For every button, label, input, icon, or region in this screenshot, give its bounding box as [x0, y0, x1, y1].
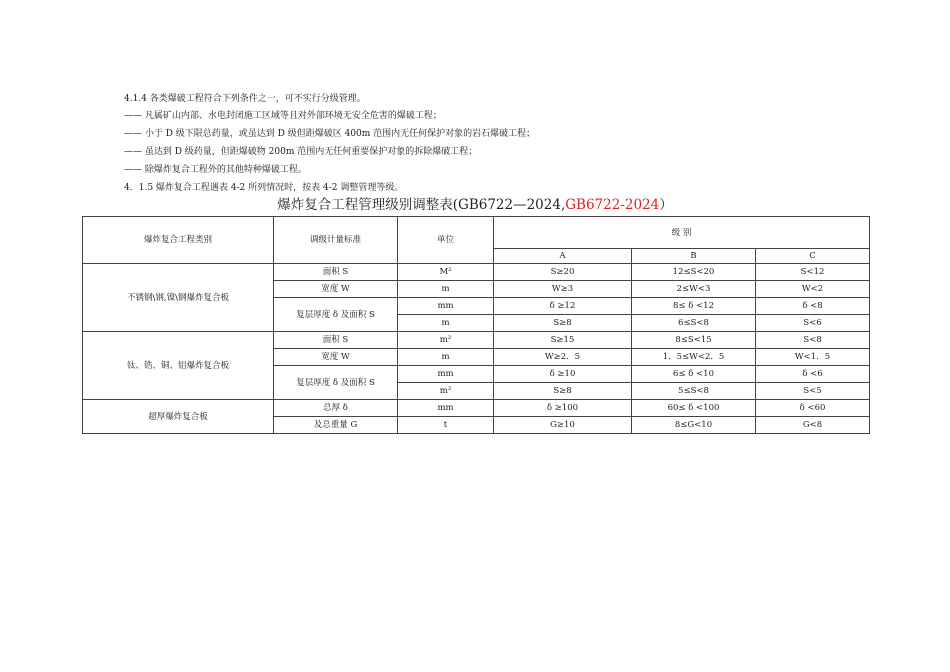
- paragraph-6: 4．1.5 爆炸复合工程遇表 4-2 所列情况时，按表 4-2 调整管理等级。: [124, 183, 404, 193]
- cell-c: δ <60: [756, 400, 870, 417]
- unit-text: M²: [439, 267, 452, 277]
- header-category: 爆炸复合工程类别: [83, 217, 274, 264]
- group-name: 超厚爆炸复合板: [83, 400, 274, 434]
- cell-a: G≥10: [494, 417, 632, 434]
- cell-b: 8≤G<10: [632, 417, 756, 434]
- row-standard: 复层厚度 δ 及面积 S: [274, 366, 398, 400]
- cell-a: δ ≥100: [494, 400, 632, 417]
- header-level: 级 别: [494, 217, 870, 249]
- table-row: [83, 400, 870, 417]
- table-title-close: ）: [659, 197, 673, 213]
- row-standard: 宽度 W: [274, 281, 398, 298]
- cell-b: 12≤S<20: [632, 264, 756, 281]
- table-title: [0, 196, 950, 214]
- cell-c: W<1．5: [756, 349, 870, 366]
- paragraph-2: —— 凡属矿山内部、水电封闭施工区域等且对外部环境无安全危害的爆破工程；: [124, 111, 442, 121]
- table-row: [83, 264, 870, 281]
- paragraph-3: —— 小于 D 级下限总药量，或虽达到 D 级但距爆破区 400m 范围内无任何保护对象的岩石爆破工程；: [124, 129, 536, 139]
- cell-c: δ <6: [756, 366, 870, 383]
- row-unit: mm: [398, 366, 494, 383]
- row-standard: 及总重量 G: [274, 417, 398, 434]
- header-a: A: [494, 249, 632, 264]
- cell-c: S<8: [756, 332, 870, 349]
- row-standard: 总厚 δ: [274, 400, 398, 417]
- row-unit: [398, 264, 494, 281]
- cell-b: 2≤W<3: [632, 281, 756, 298]
- cell-b: 1．5≤W<2．5: [632, 349, 756, 366]
- paragraph-4: —— 虽达到 D 级药量，但距爆破物 200m 范围内无任何重要保护对象的拆除爆破工程；: [124, 147, 478, 157]
- cell-c: S<12: [756, 264, 870, 281]
- row-standard: 复层厚度 δ 及面积 S: [274, 298, 398, 332]
- row-unit: mm: [398, 400, 494, 417]
- cell-c: S<6: [756, 315, 870, 332]
- cell-a: S≥15: [494, 332, 632, 349]
- cell-c: S<5: [756, 383, 870, 400]
- row-unit: m²: [398, 332, 494, 349]
- cell-b: 8≤ δ <12: [632, 298, 756, 315]
- cell-b: 5≤S<8: [632, 383, 756, 400]
- cell-a: δ ≥12: [494, 298, 632, 315]
- cell-a: W≥3: [494, 281, 632, 298]
- row-unit: m²: [398, 383, 494, 400]
- level-adjustment-table: [82, 216, 870, 434]
- cell-a: W≥2．5: [494, 349, 632, 366]
- row-standard: 宽度 W: [274, 349, 398, 366]
- group-name: 钛、锆、铜、铝爆炸复合板: [83, 332, 274, 400]
- table-title-red: GB6722-2024: [565, 197, 660, 213]
- cell-a: S≥8: [494, 383, 632, 400]
- cell-c: G<8: [756, 417, 870, 434]
- cell-b: 60≤ δ <100: [632, 400, 756, 417]
- header-b: B: [632, 249, 756, 264]
- table-title-main: 爆炸复合工程管理级别调整表(GB6722—2024,: [277, 197, 566, 213]
- row-unit: m: [398, 315, 494, 332]
- cell-c: δ <8: [756, 298, 870, 315]
- cell-a: S≥8: [494, 315, 632, 332]
- cell-b: 8≤S<15: [632, 332, 756, 349]
- row-unit: t: [398, 417, 494, 434]
- header-row: [83, 217, 870, 249]
- row-standard: 面积 S: [274, 332, 398, 349]
- paragraph-5: —— 除爆炸复合工程外的其他特种爆破工程。: [124, 165, 307, 175]
- paragraph-1: 4.1.4 各类爆破工程符合下列条件之一，可不实行分级管理。: [124, 94, 366, 104]
- group-name: 不锈钢\钢,镍\钢爆炸复合板: [83, 264, 274, 332]
- cell-b: 6≤ δ <10: [632, 366, 756, 383]
- header-unit: 单位: [398, 217, 494, 264]
- cell-c: W<2: [756, 281, 870, 298]
- row-unit: m: [398, 281, 494, 298]
- cell-a: δ ≥10: [494, 366, 632, 383]
- header-c: C: [756, 249, 870, 264]
- header-standard: 调级计量标准: [274, 217, 398, 264]
- row-unit: mm: [398, 298, 494, 315]
- table-row: [83, 332, 870, 349]
- cell-b: 6≤S<8: [632, 315, 756, 332]
- row-standard: 面积 S: [274, 264, 398, 281]
- cell-a: S≥20: [494, 264, 632, 281]
- row-unit: m: [398, 349, 494, 366]
